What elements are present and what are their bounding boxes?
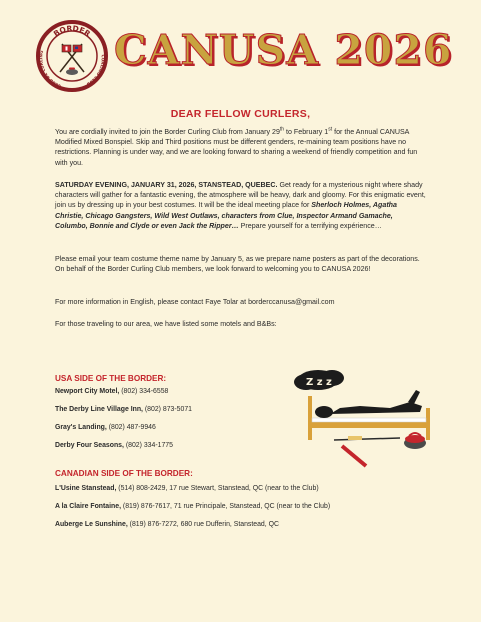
- costume-paragraph: Please email your team costume theme name by January 5, as we prepare name posters as part of the decorations. On behalf of the Border Curling Club members, we look forward to welcoming you to CANUSA 2026!: [55, 255, 420, 274]
- list-item: The Derby Line Village Inn, (802) 873-5071: [55, 406, 192, 413]
- list-item: Derby Four Seasons, (802) 334-1775: [55, 442, 173, 449]
- logo-top-text: BORDER: [51, 23, 93, 39]
- list-item: L'Usine Stanstead, (514) 808-2429, 17 rue Stewart, Stanstead, QC (near to the Club): [55, 485, 319, 492]
- zzz-text: Z z z: [306, 377, 332, 388]
- list-item: Auberge Le Sunshine, (819) 876-7272, 680 rue Dufferin, Stanstead, QC: [55, 521, 279, 528]
- list-item: Newport City Motel, (802) 334-6558: [55, 388, 169, 395]
- greeting-heading: DEAR FELLOW CURLERS,: [170, 108, 311, 120]
- lodging-intro-paragraph: For those traveling to our area, we have listed some motels and B&Bs:: [55, 320, 277, 328]
- usa-section-heading: USA SIDE OF THE BORDER:: [55, 374, 167, 383]
- sleeping-curler-illustration: [290, 366, 450, 472]
- curling-broom-icon: [334, 436, 400, 466]
- logo-right-text: CURLING CLUB: [85, 54, 106, 88]
- list-item: A la Claire Fontaine, (819) 876-7617, 71 rue Principale, Stanstead, QC (near to the Club): [55, 503, 331, 510]
- sleeping-person-icon: [315, 390, 422, 418]
- logo-left-text: CLUB DE CURLING: [38, 50, 62, 89]
- curling-stone-icon: [404, 433, 426, 449]
- list-item: Gray's Landing, (802) 487-9946: [55, 424, 156, 431]
- invitation-paragraph: You are cordially invited to join the Border Curling Club from January 29th to February 1st for the Annual CANUSA Modified Mixed Bonspiel. Skip and Third positions must be different genders, re-maining team positions have no restrictions. Planning is under way, and we are looking forward to sharing a weekend of friendly competition and fun with you.: [55, 126, 418, 167]
- saturday-event-paragraph: SATURDAY EVENING, JANUARY 31, 2026, STANSTEAD, QUEBEC. Get ready for a mysterious night where shady characters will gather for a fantastic evening, the atmosphere will be heavy, dark and gloomy. For this enigmatic event, join us by dressing up in your best costumes. It will be the ideal meeting place for Sherloch Holmes, Agatha Christie, Chicago Gangsters, Wild West Outlaws, characters from Clue, Inspector Armand Gamache, Columbo, Bonnie and Clyde or even Jack the Ripper… Prepare yourself for a terrifying expérience…: [55, 181, 426, 230]
- contact-paragraph: For more information in English, please contact Faye Tolar at borderccanusa@gmail.com: [55, 298, 335, 306]
- page-title: CANUSA 2026: [114, 26, 453, 74]
- dream-cloud-icon: [294, 370, 344, 390]
- canada-section-heading: CANADIAN SIDE OF THE BORDER:: [55, 469, 193, 478]
- curling-club-crest-logo: [36, 20, 108, 92]
